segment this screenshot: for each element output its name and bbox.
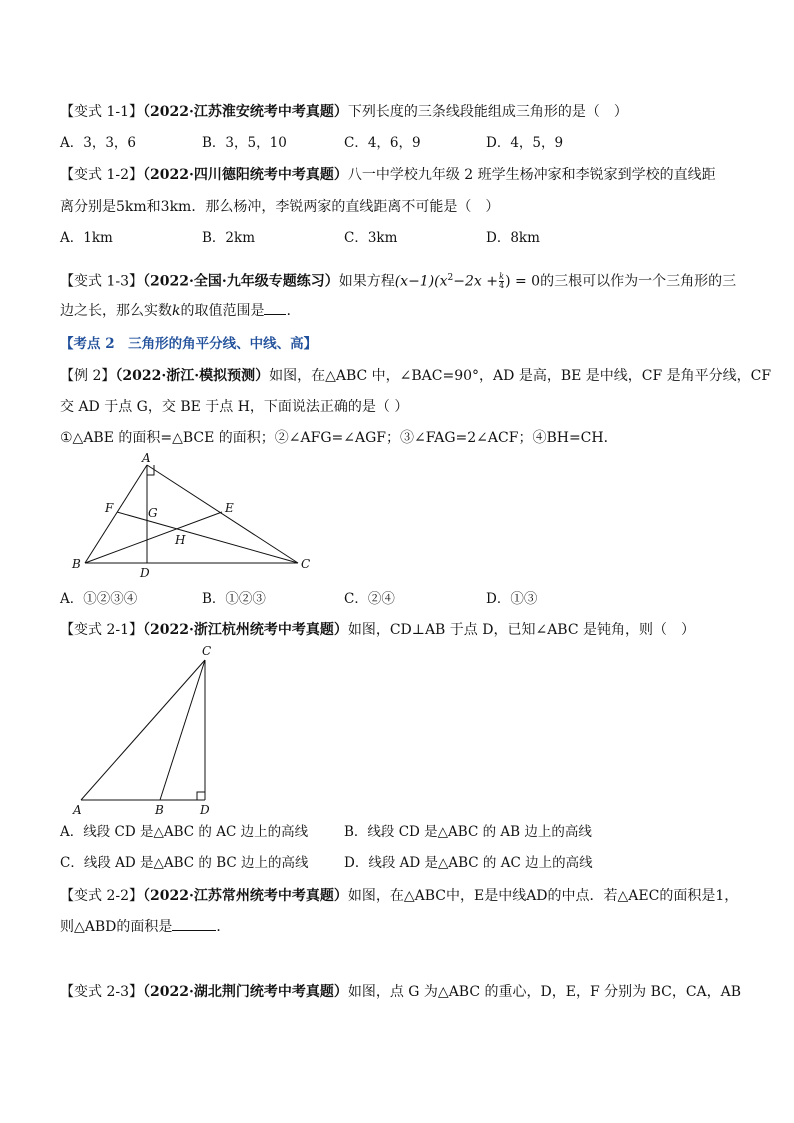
question-1-2-stem [60,165,716,185]
question-text: 则△ABD的面积是 [60,919,173,935]
option-d[interactable]: D．线段 AD 是△ABC 的 AC 边上的高线 [344,855,593,871]
option-b[interactable]: B．①②③ [202,591,266,607]
question-text: 边之长，那么实数 [60,303,172,319]
option-a[interactable]: A．1km [60,230,113,246]
question-tag: 【变式 1-1】 [60,104,143,120]
label-h: H [175,533,186,547]
question-text: 八一中学校九年级 2 班学生杨冲家和李锐家到学校的直线距 [347,167,716,183]
label-c: C [202,644,212,658]
label-a: A [142,451,151,465]
question-text: 如图，CD⊥AB 于点 D，已知∠ABC 是钝角，则（ ） [347,622,696,638]
example-2-statements: ①△ABE 的面积=△BCE 的面积；②∠AFG=∠AGF；③∠FAG=2∠ACF；④BH=CH． [60,430,618,446]
question-source: （2022·浙江·模拟预测） [115,368,270,384]
triangle-figure-question-2-1 [60,640,240,820]
side-ac [81,660,205,800]
label-g: G [148,506,158,520]
question-1-1-stem [60,102,628,122]
side-bc [160,660,205,800]
question-1-3-stem-cont [60,301,291,321]
equation-fraction [499,273,504,290]
option-d[interactable]: D．①③ [486,591,538,607]
question-2-3-stem [60,982,741,1002]
question-source: （2022·四川德阳统考中考真题） [143,167,348,183]
question-source: （2022·江苏淮安统考中考真题） [143,104,348,120]
fraction-denominator: 4 [499,281,505,291]
answer-blank[interactable] [264,314,286,315]
question-tag: 【变式 2-1】 [60,622,143,638]
question-text: 的三根可以作为一个三角形的三 [540,273,737,290]
question-tag: 【变式 2-2】 [60,888,143,904]
equation-part: −2x + [453,273,498,290]
side-ab [85,465,147,563]
option-c[interactable]: C．②④ [344,591,395,607]
label-b: B [155,803,164,817]
question-2-1-stem [60,620,695,640]
right-angle-mark [197,792,205,800]
label-f: F [105,501,114,515]
option-c[interactable]: C．线段 AD 是△ABC 的 BC 边上的高线 [60,855,309,871]
right-angle-mark [147,465,154,475]
fraction-numerator: k [499,272,504,282]
question-tag: 【例 2】 [60,368,116,384]
equation-part: ) = 0 [505,273,541,290]
label-d: D [140,566,150,580]
example-2-stem-cont: 交 AD 于点 G，交 BE 于点 H，下面说法正确的是（ ） [60,399,409,415]
option-a[interactable]: A．线段 CD 是△ABC 的 AC 边上的高线 [60,824,309,840]
question-text: 如图，在△ABC中，E是中线AD的中点．若△AEC的面积是1， [347,888,739,904]
label-e: E [225,501,234,515]
bisector-cf [117,512,298,563]
question-tag: 【变式 2-3】 [60,984,143,1000]
option-a[interactable]: A．3，3，6 [60,135,137,151]
question-text: . [286,303,291,319]
question-text: ． [216,919,231,935]
option-a[interactable]: A．①②③④ [60,591,138,607]
option-d[interactable]: D．8km [486,230,540,246]
question-text: 如果方程 [338,273,395,290]
option-b[interactable]: B．3，5，10 [202,135,287,151]
question-2-2-stem-cont [60,917,230,937]
question-1-2-stem-cont: 离分别是5km和3km．那么杨冲，李锐两家的直线距离不可能是（ ） [60,199,500,215]
question-text: 的取值范围是 [180,303,265,319]
option-d[interactable]: D．4，5，9 [486,135,564,151]
label-c: C [301,557,311,571]
question-tag: 【变式 1-3】 [60,273,143,290]
question-1-3-stem [60,268,736,292]
option-c[interactable]: C．3km [344,230,398,246]
label-a: A [73,803,82,817]
variable: k [172,303,181,319]
option-b[interactable]: B．线段 CD 是△ABC 的 AB 边上的高线 [344,824,592,840]
option-b[interactable]: B．2km [202,230,255,246]
side-ac [147,465,298,563]
label-b: B [72,557,81,571]
question-tag: 【变式 1-2】 [60,167,143,183]
section-heading: 【考点 2 三角形的角平分线、中线、高】 [60,336,318,352]
answer-blank[interactable] [172,930,216,931]
example-2-stem [60,366,771,386]
question-text: 下列长度的三条线段能组成三角形的是（ ） [347,104,628,120]
question-source: （2022·江苏常州统考中考真题） [143,888,348,904]
question-text: 如图，点 G 为△ABC 的重心，D，E，F 分别为 BC，CA，AB [347,984,742,1000]
question-text: 如图，在△ABC 中，∠BAC=90°，AD 是高，BE 是中线，CF 是角平分线，CF [269,368,772,384]
equation-exponent: 2 [447,273,454,283]
question-source: （2022·全国·九年级专题练习） [143,273,339,290]
equation-part: (x−1)(x [394,273,448,290]
triangle-figure-example-2 [60,450,330,580]
question-2-2-stem [60,886,738,906]
label-d: D [200,803,210,817]
question-source: （2022·湖北荆门统考中考真题） [143,984,348,1000]
option-c[interactable]: C．4，6，9 [344,135,421,151]
question-source: （2022·浙江杭州统考中考真题） [143,622,348,638]
